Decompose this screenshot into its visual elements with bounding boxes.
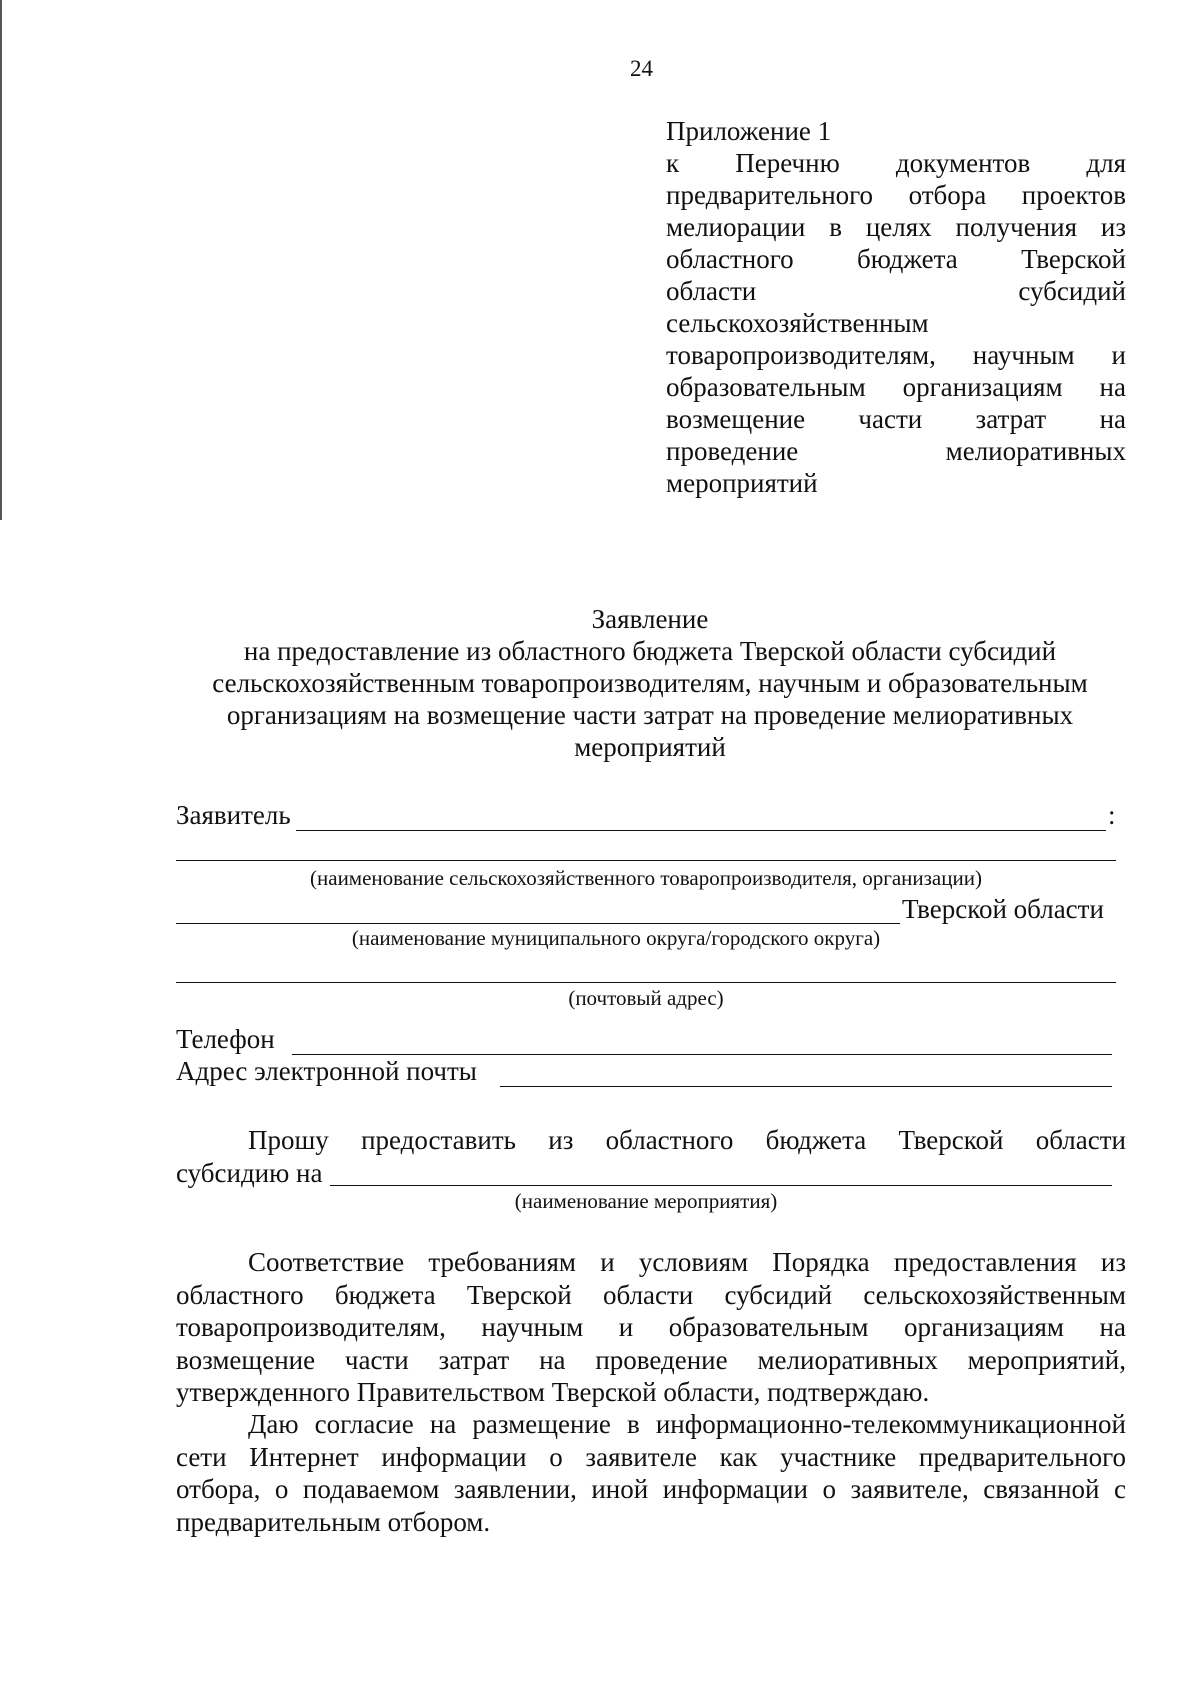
appendix-line: мероприятий	[666, 468, 818, 498]
appendix-line: возмещение части затрат на	[666, 404, 1126, 434]
appendix-line: предварительного отбора проектов	[666, 180, 1126, 210]
appendix-line: образовательным организациям на	[666, 372, 1126, 402]
title-line: организациям на возмещение части затрат на проведение мелиоративных	[226, 700, 1074, 730]
appendix-note	[666, 115, 1126, 499]
scan-edge-mark	[0, 0, 2, 520]
region-suffix: Тверской области	[902, 894, 1104, 924]
postal-caption: (почтовый адрес)	[568, 986, 724, 1010]
appendix-line: проведение мелиоративных	[666, 436, 1126, 466]
consent-paragraph	[176, 1408, 1126, 1538]
appendix-line: области субсидий	[666, 276, 1126, 306]
applicant-label: Заявитель	[176, 800, 291, 830]
appendix-line: областного бюджета Тверской	[666, 244, 1126, 274]
compliance-line: Соответствие требованиям и условиям Порядка предоставления из	[248, 1247, 1126, 1277]
compliance-line: возмещение части затрат на проведение мелиоративных мероприятий,	[176, 1344, 1126, 1375]
phone-label: Телефон	[176, 1024, 275, 1054]
page-number: 24	[630, 56, 653, 81]
applicant-colon: :	[1108, 800, 1116, 830]
document-title	[160, 603, 1140, 763]
email-field[interactable]	[500, 1056, 1112, 1087]
phone-field[interactable]	[292, 1024, 1112, 1055]
request-line: субсидию на	[176, 1157, 323, 1188]
consent-line: отбора, о подаваемом заявлении, иной информации о заявителе, связанной с	[176, 1474, 1126, 1504]
measure-name-field[interactable]	[330, 1157, 1112, 1186]
consent-line: предварительным отбором.	[176, 1506, 491, 1537]
measure-caption: (наименование мероприятия)	[514, 1189, 778, 1213]
compliance-line: областного бюджета Тверской области субсидий сельскохозяйственным	[176, 1279, 1126, 1310]
compliance-line: товаропроизводителям, научным и образовательным организациям на	[176, 1312, 1126, 1342]
appendix-line: мелиорации в целях получения из	[666, 212, 1126, 242]
applicant-field[interactable]	[296, 800, 1106, 831]
compliance-line: утвержденного Правительством Тверской области, подтверждаю.	[176, 1377, 930, 1407]
title-heading: Заявление	[591, 604, 709, 634]
request-line: Прошу предоставить из областного бюджета Тверской области	[248, 1125, 1126, 1155]
municipality-field[interactable]	[176, 895, 900, 924]
email-label: Адрес электронной почты	[176, 1056, 477, 1086]
consent-line: Даю согласие на размещение в информационно-телекоммуникационной	[248, 1409, 1126, 1439]
municipality-caption: (наименование муниципального округа/городского округа)	[351, 926, 881, 950]
title-line: сельскохозяйственным товаропроизводителям, научным и образовательным	[212, 668, 1088, 698]
applicant-name-field[interactable]	[176, 832, 1116, 861]
appendix-line: к Перечню документов для	[666, 148, 1126, 178]
title-line: на предоставление из областного бюджета Тверской области субсидий	[243, 636, 1057, 666]
appendix-line: сельскохозяйственным	[666, 308, 929, 338]
appendix-line: товаропроизводителям, научным и	[666, 340, 1126, 370]
compliance-paragraph	[176, 1246, 1126, 1409]
postal-address-field[interactable]	[176, 954, 1116, 983]
applicant-caption: (наименование сельскохозяйственного товаропроизводителя, организации)	[310, 866, 982, 890]
appendix-line: Приложение 1	[666, 116, 832, 146]
title-line: мероприятий	[574, 732, 726, 762]
consent-line: сети Интернет информации о заявителе как участнике предварительного	[176, 1441, 1126, 1472]
